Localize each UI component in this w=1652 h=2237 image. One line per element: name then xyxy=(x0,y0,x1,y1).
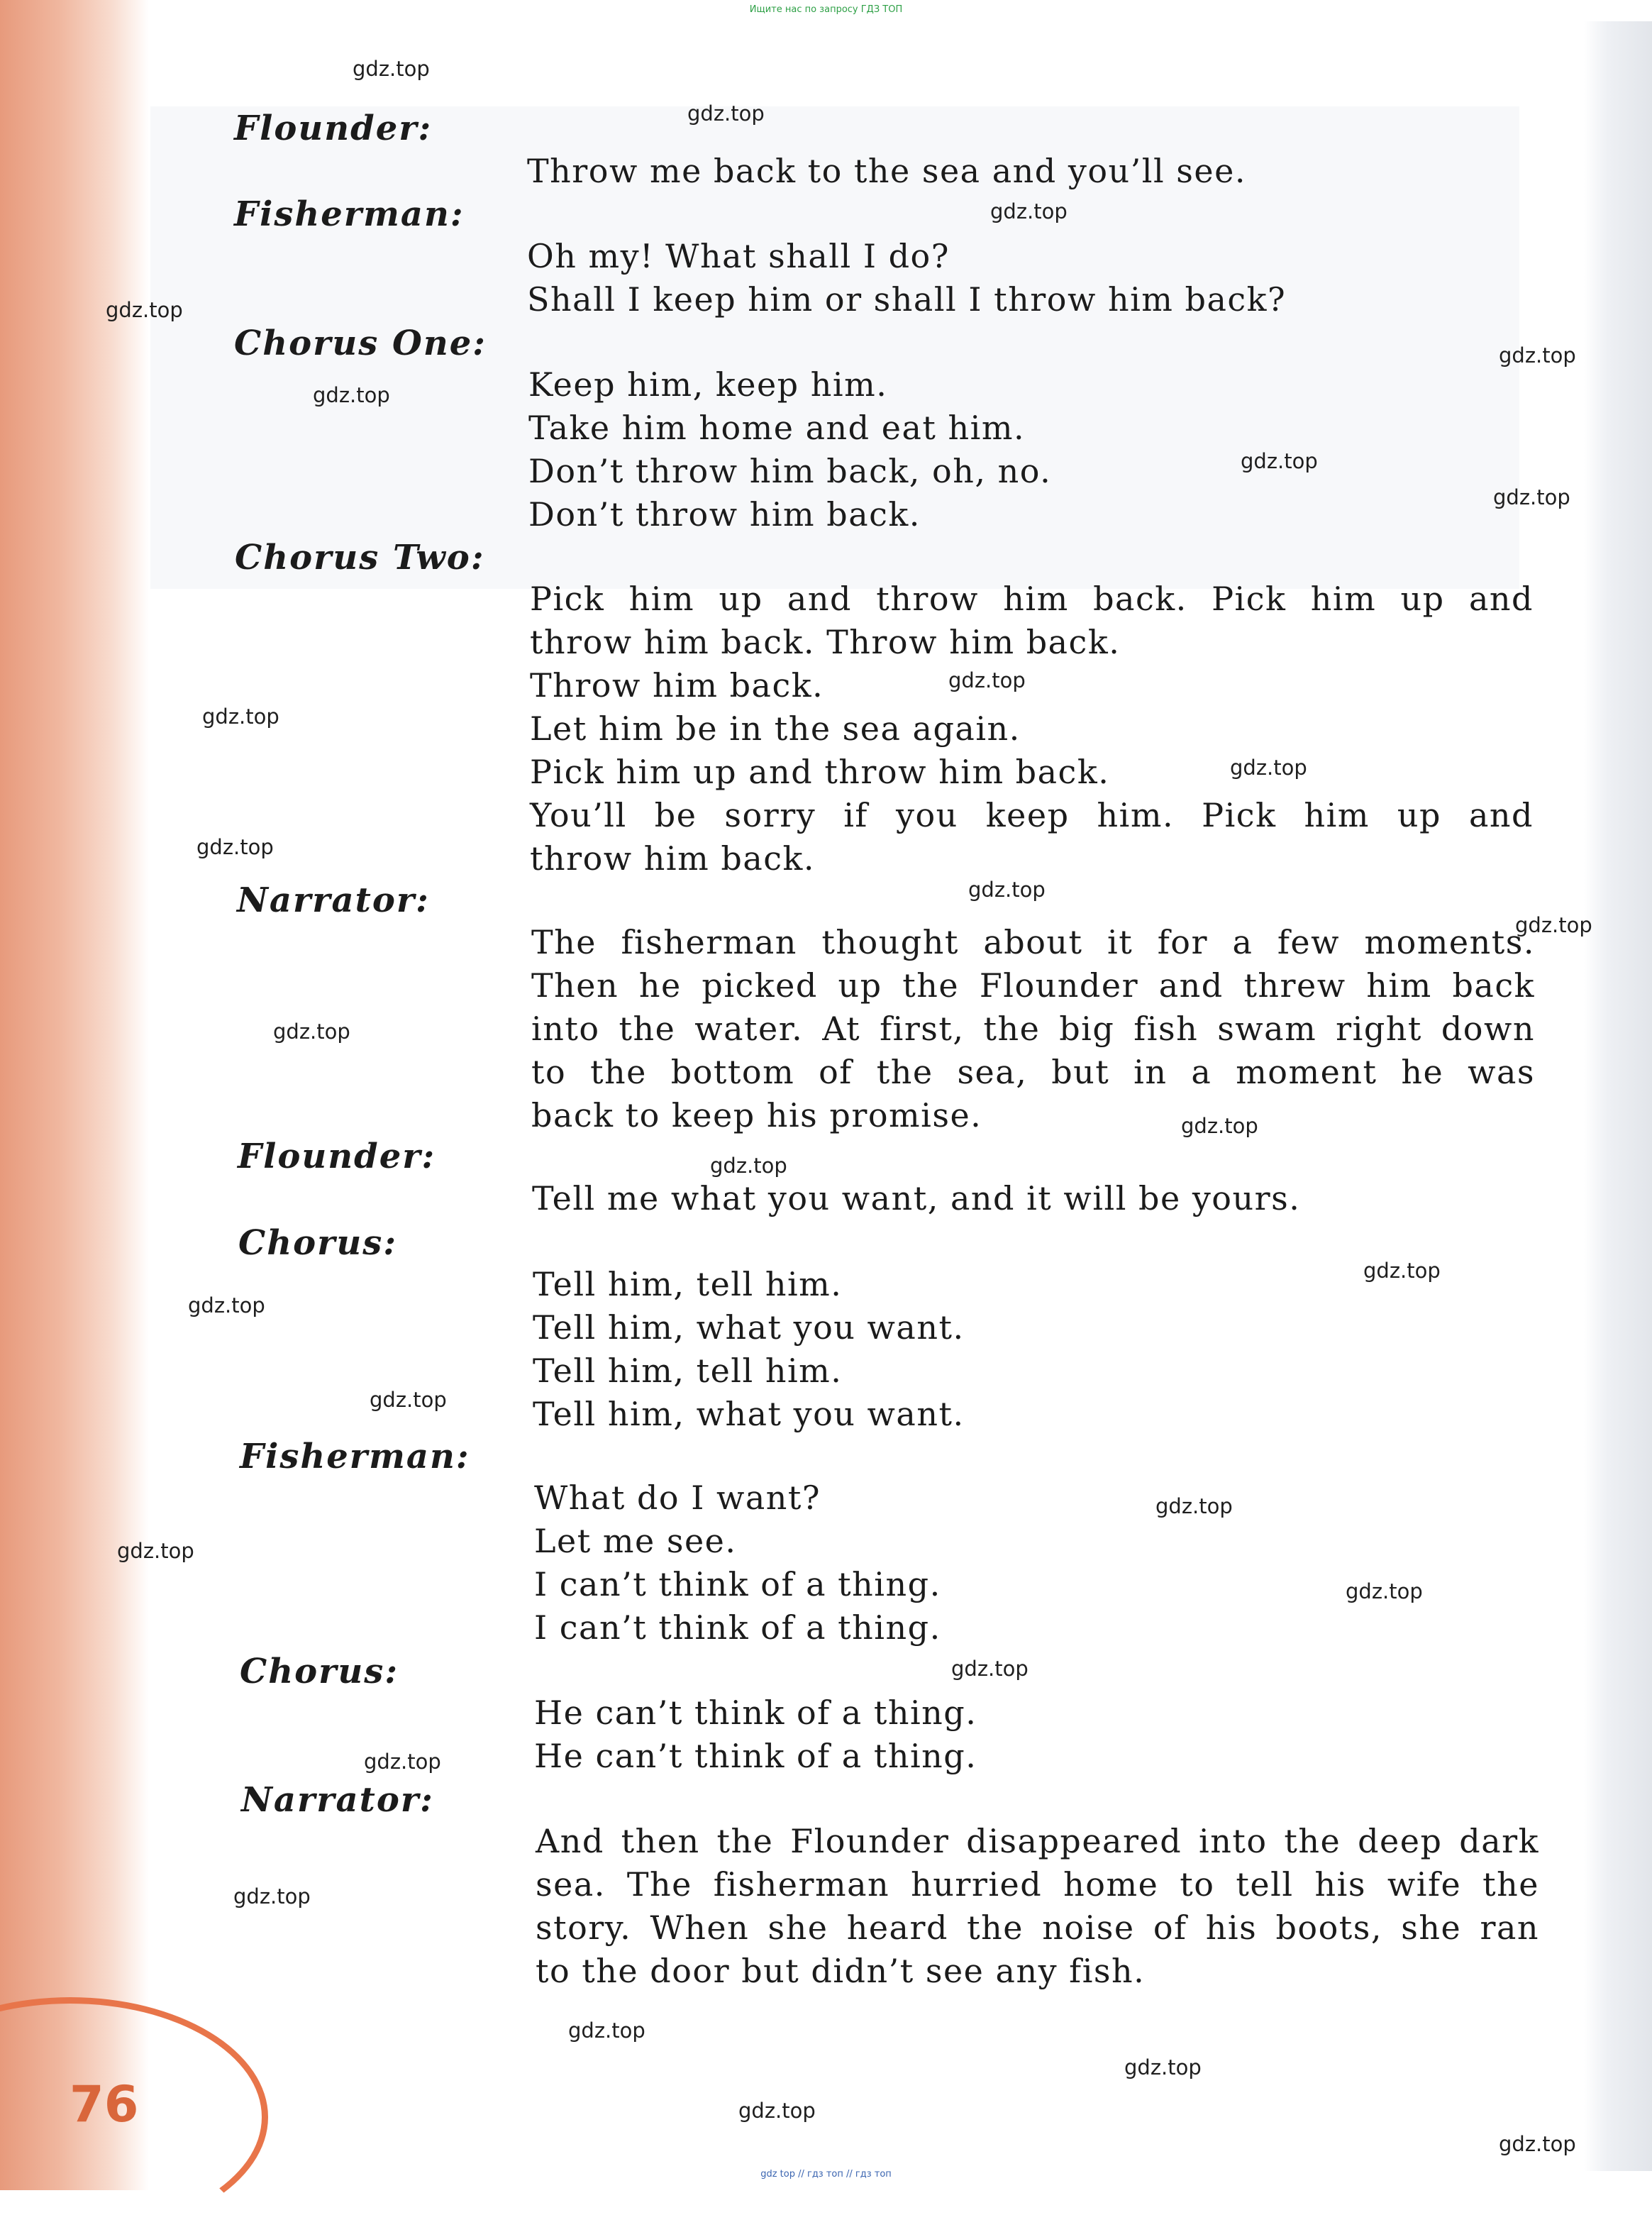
watermark-text: gdz.top xyxy=(1124,2055,1202,2079)
watermark-text: gdz.top xyxy=(1363,1259,1441,1283)
speaker-fisherman: Fisherman: xyxy=(240,1437,470,1476)
header-note: Ищите нас по запросу ГДЗ ТОП xyxy=(749,4,903,15)
watermark-text: gdz.top xyxy=(370,1388,447,1412)
watermark-text: gdz.top xyxy=(1493,485,1570,509)
watermark-text: gdz.top xyxy=(188,1293,265,1318)
speaker-fisherman: Fisherman: xyxy=(234,194,465,234)
dialogue-block xyxy=(532,1177,1536,1220)
dialogue-line: throw him back. Throw him back. xyxy=(530,623,1121,661)
watermark-text: gdz.top xyxy=(990,199,1068,223)
watermark-text: gdz.top xyxy=(313,383,390,407)
dialogue-block xyxy=(534,1691,1538,1778)
watermark-text: gdz.top xyxy=(106,298,183,322)
dialogue-line: into the water. At first, the big fish swam right down xyxy=(531,1010,1535,1048)
dialogue-line: sea. The fisherman hurried home to tell his wife the xyxy=(536,1865,1539,1904)
watermark-text: gdz.top xyxy=(1346,1579,1423,1603)
watermark-text: gdz.top xyxy=(1155,1494,1233,1518)
dialogue-line: throw him back. xyxy=(530,839,815,878)
speaker-chorus: Chorus: xyxy=(240,1652,399,1691)
page-spine-shadow xyxy=(0,0,149,2190)
dialogue-line: Throw me back to the sea and you’ll see. xyxy=(527,152,1246,190)
dialogue-line: Tell him, tell him. xyxy=(533,1352,843,1390)
watermark-text: gdz.top xyxy=(353,57,430,81)
watermark-text: gdz.top xyxy=(1241,449,1318,473)
watermark-text: gdz.top xyxy=(202,705,279,729)
dialogue-line: He can’t think of a thing. xyxy=(534,1737,977,1775)
dialogue-line: Let him be in the sea again. xyxy=(530,709,1021,748)
dialogue-line: Tell him, what you want. xyxy=(533,1395,965,1433)
watermark-text: gdz.top xyxy=(1499,343,1576,368)
dialogue-line: Tell him, what you want. xyxy=(533,1308,965,1347)
watermark-text: gdz.top xyxy=(1499,2132,1576,2156)
dialogue-block xyxy=(536,1820,1539,1993)
dialogue-line: story. When she heard the noise of his boots, she ran xyxy=(536,1909,1539,1947)
watermark-text: gdz.top xyxy=(233,1884,311,1909)
speaker-narrator: Narrator: xyxy=(241,1780,434,1820)
watermark-text: gdz.top xyxy=(1515,913,1592,937)
page-number: 76 xyxy=(70,2075,139,2133)
dialogue-line: Pick him up and throw him back. Pick him up and xyxy=(530,580,1534,618)
speaker-chorus-one: Chorus One: xyxy=(234,324,487,363)
speaker-flounder: Flounder: xyxy=(238,1137,436,1176)
dialogue-line: Tell him, tell him. xyxy=(533,1265,843,1303)
watermark-text: gdz.top xyxy=(687,101,765,126)
dialogue-line: You’ll be sorry if you keep him. Pick him up and xyxy=(530,796,1534,834)
watermark-text: gdz.top xyxy=(364,1750,441,1774)
footer-note: gdz top // гдз топ // гдз топ xyxy=(760,2169,892,2180)
dialogue-line: Then he picked up the Flounder and threw him back xyxy=(531,966,1535,1005)
watermark-text: gdz.top xyxy=(273,1020,350,1044)
dialogue-line: Tell me what you want, and it will be yours. xyxy=(532,1179,1301,1217)
dialogue-block xyxy=(527,150,1531,193)
dialogue-line: And then the Flounder disappeared into the deep dark xyxy=(536,1822,1539,1860)
dialogue-block xyxy=(530,578,1534,880)
speaker-chorus-two: Chorus Two: xyxy=(235,538,485,578)
watermark-text: gdz.top xyxy=(951,1657,1029,1681)
dialogue-line: Take him home and eat him. xyxy=(528,409,1026,447)
watermark-text: gdz.top xyxy=(568,2018,645,2043)
dialogue-line: Keep him, keep him. xyxy=(528,365,888,404)
dialogue-line: Let me see. xyxy=(534,1522,737,1560)
watermark-text: gdz.top xyxy=(196,835,274,859)
dialogue-line: Don’t throw him back, oh, no. xyxy=(528,452,1052,490)
dialogue-line: I can’t think of a thing. xyxy=(534,1608,941,1647)
speaker-flounder: Flounder: xyxy=(234,109,433,148)
dialogue-line: back to keep his promise. xyxy=(531,1096,982,1134)
dialogue-block xyxy=(531,921,1535,1137)
watermark-text: gdz.top xyxy=(738,2099,816,2123)
dialogue-line: Pick him up and throw him back. xyxy=(530,753,1110,791)
dialogue-line: to the bottom of the sea, but in a moment he was xyxy=(531,1053,1535,1091)
dialogue-line: The fisherman thought about it for a few moments. xyxy=(531,923,1535,961)
dialogue-line: to the door but didn’t see any fish. xyxy=(536,1952,1146,1990)
watermark-text: gdz.top xyxy=(1230,756,1307,780)
watermark-text: gdz.top xyxy=(968,878,1046,902)
speaker-chorus: Chorus: xyxy=(238,1223,398,1263)
dialogue-block xyxy=(528,363,1532,536)
dialogue-line: Don’t throw him back. xyxy=(528,495,921,534)
dialogue-line: What do I want? xyxy=(534,1479,821,1517)
watermark-text: gdz.top xyxy=(948,668,1026,692)
dialogue-line: He can’t think of a thing. xyxy=(534,1694,977,1732)
dialogue-line: Throw him back. xyxy=(530,666,824,705)
watermark-text: gdz.top xyxy=(1181,1114,1258,1138)
dialogue-block xyxy=(527,235,1531,321)
watermark-text: gdz.top xyxy=(117,1539,194,1563)
page-right-edge xyxy=(1584,21,1652,2171)
watermark-text: gdz.top xyxy=(710,1154,787,1178)
dialogue-line: I can’t think of a thing. xyxy=(534,1565,941,1603)
dialogue-block xyxy=(534,1476,1538,1650)
dialogue-line: Oh my! What shall I do? xyxy=(527,237,950,275)
speaker-narrator: Narrator: xyxy=(237,880,430,920)
dialogue-block xyxy=(533,1263,1536,1436)
dialogue-line: Shall I keep him or shall I throw him back? xyxy=(527,280,1287,319)
